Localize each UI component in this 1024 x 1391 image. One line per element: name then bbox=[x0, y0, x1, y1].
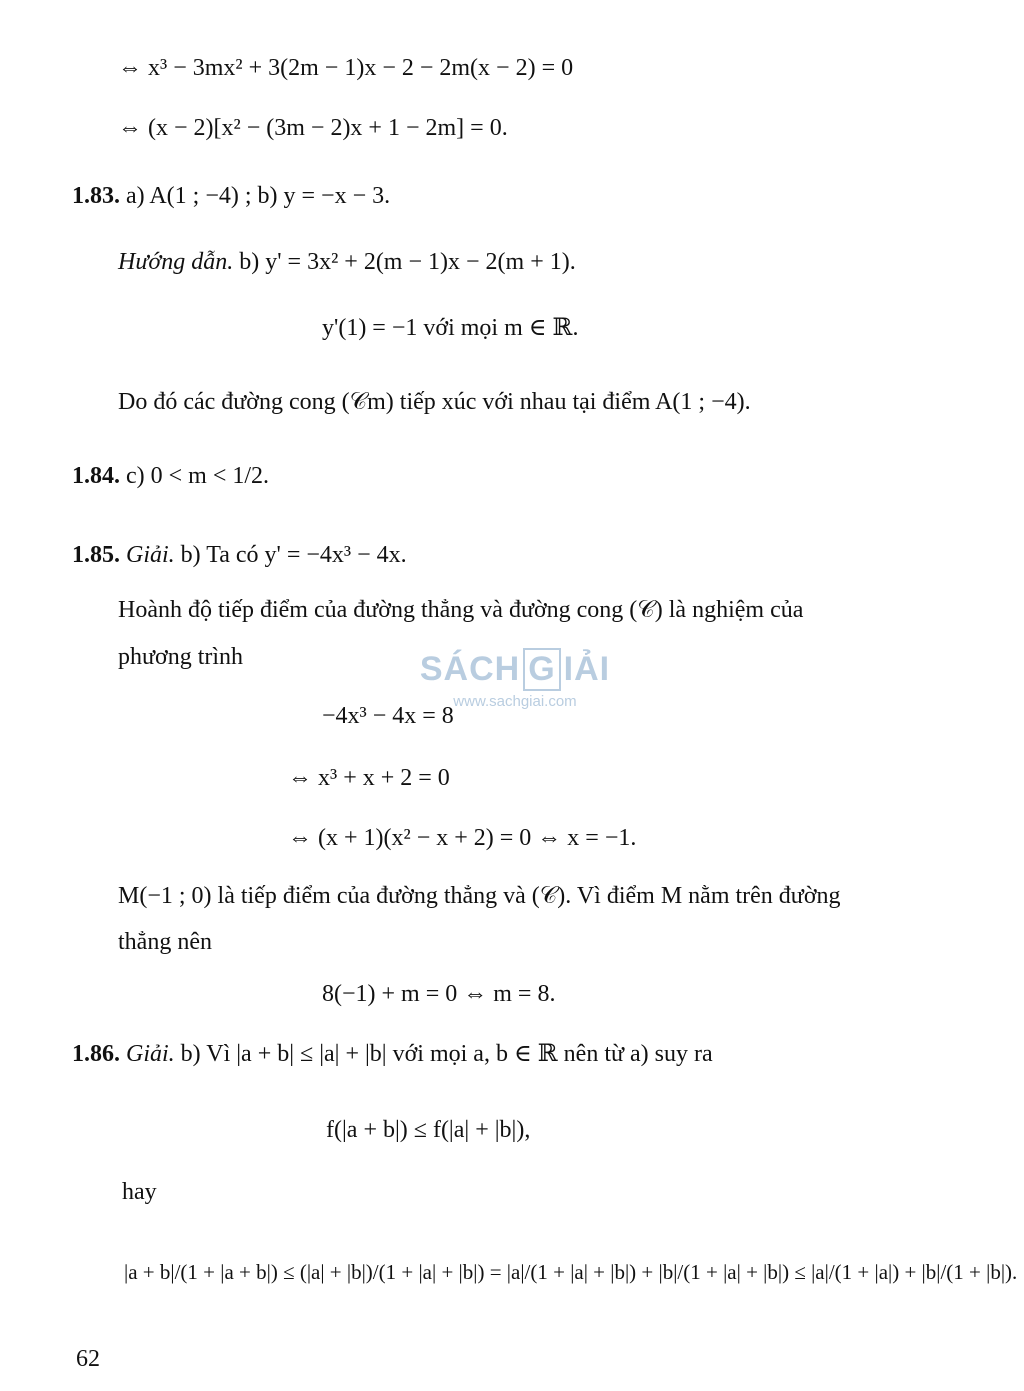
exercise-1-85-paragraph-1 bbox=[118, 598, 803, 622]
exercise-number: 1.85. bbox=[72, 542, 120, 568]
exercise-1-83-equation bbox=[322, 316, 578, 340]
solution-label: Giải. bbox=[126, 1041, 175, 1067]
exercise-1-86-equation-1 bbox=[326, 1118, 530, 1142]
equation-text: ⇔ x³ + x + 2 = 0 bbox=[288, 765, 450, 791]
equation-text: ⇔ x³ − 3mx² + 3(2m − 1)x − 2 − 2m(x − 2) = 0 bbox=[118, 55, 574, 81]
exercise-number: 1.84. bbox=[72, 463, 120, 489]
exercise-1-85-equation-2 bbox=[288, 766, 450, 790]
exercise-1-85-equation-3 bbox=[288, 826, 636, 850]
watermark-logo bbox=[410, 648, 620, 710]
exercise-text: b) Ta có y' = −4x³ − 4x. bbox=[180, 542, 407, 568]
paragraph-text: Do đó các đường cong (𝒞m) tiếp xúc với nhau tại điểm A(1 ; −4). bbox=[118, 389, 751, 415]
equation-line-2 bbox=[118, 116, 508, 140]
equation-text: ⇔ (x − 2)[x² − (3m − 2)x + 1 − 2m] = 0. bbox=[118, 115, 508, 141]
equation-text: y'(1) = −1 với mọi m ∈ ℝ. bbox=[322, 315, 579, 341]
paragraph-text: phương trình bbox=[118, 644, 244, 670]
equation-line-1 bbox=[118, 56, 573, 80]
exercise-1-85-paragraph-1b bbox=[118, 645, 243, 669]
exercise-answer: a) A(1 ; −4) ; b) y = −x − 3. bbox=[126, 183, 391, 209]
equation-text: 8(−1) + m = 0 ⇔ m = 8. bbox=[322, 981, 556, 1007]
exercise-1-83-conclusion bbox=[118, 390, 751, 414]
exercise-number: 1.83. bbox=[72, 183, 120, 209]
watermark-brand: SÁCH G IẢI bbox=[410, 648, 620, 691]
exercise-1-85-equation-4 bbox=[322, 982, 555, 1006]
paragraph-text: thẳng nên bbox=[118, 929, 212, 955]
exercise-number: 1.86. bbox=[72, 1041, 120, 1067]
equation-text: |a + b|/(1 + |a + b|) ≤ (|a| + |b|)/(1 + |a| + |b|) = |a|/(1 + |a| + |b|) + |b|/(1 + |a| + |b|) ≤ |a|/(1 + |a|) + |b|/(1 + |b|). bbox=[124, 1260, 1018, 1284]
exercise-text: b) Vì |a + b| ≤ |a| + |b| với mọi a, b ∈ ℝ nên từ a) suy ra bbox=[180, 1041, 713, 1067]
paragraph-text: M(−1 ; 0) là tiếp điểm của đường thẳng và (𝒞). Vì điểm M nằm trên đường bbox=[118, 883, 841, 909]
solution-label: Giải. bbox=[126, 542, 175, 568]
exercise-1-83 bbox=[72, 184, 390, 208]
exercise-1-85-equation-1 bbox=[322, 704, 454, 728]
equation-text: −4x³ − 4x = 8 bbox=[322, 703, 454, 729]
exercise-1-86 bbox=[72, 1042, 713, 1066]
exercise-1-85-paragraph-2 bbox=[118, 884, 841, 908]
hint-label: Hướng dẫn. bbox=[118, 249, 234, 275]
page-number: 62 bbox=[76, 1346, 100, 1372]
hint-text: b) y' = 3x² + 2(m − 1)x − 2(m + 1). bbox=[239, 249, 576, 275]
exercise-answer: c) 0 < m < 1/2. bbox=[126, 463, 270, 489]
exercise-1-85-paragraph-2b bbox=[118, 930, 212, 954]
equation-text: ⇔ (x + 1)(x² − x + 2) = 0 ⇔ x = −1. bbox=[288, 825, 637, 851]
exercise-1-86-hay bbox=[122, 1180, 157, 1204]
exercise-1-84 bbox=[72, 464, 269, 488]
watermark-url: www.sachgiai.com bbox=[453, 693, 577, 710]
paragraph-text: Hoành độ tiếp điểm của đường thẳng và đường cong (𝒞) là nghiệm của bbox=[118, 597, 804, 623]
exercise-1-85 bbox=[72, 543, 407, 567]
exercise-1-86-equation-2 bbox=[124, 1262, 1017, 1283]
paragraph-text: hay bbox=[122, 1179, 157, 1205]
equation-text: f(|a + b|) ≤ f(|a| + |b|), bbox=[326, 1117, 531, 1143]
exercise-1-83-hint bbox=[118, 250, 576, 274]
